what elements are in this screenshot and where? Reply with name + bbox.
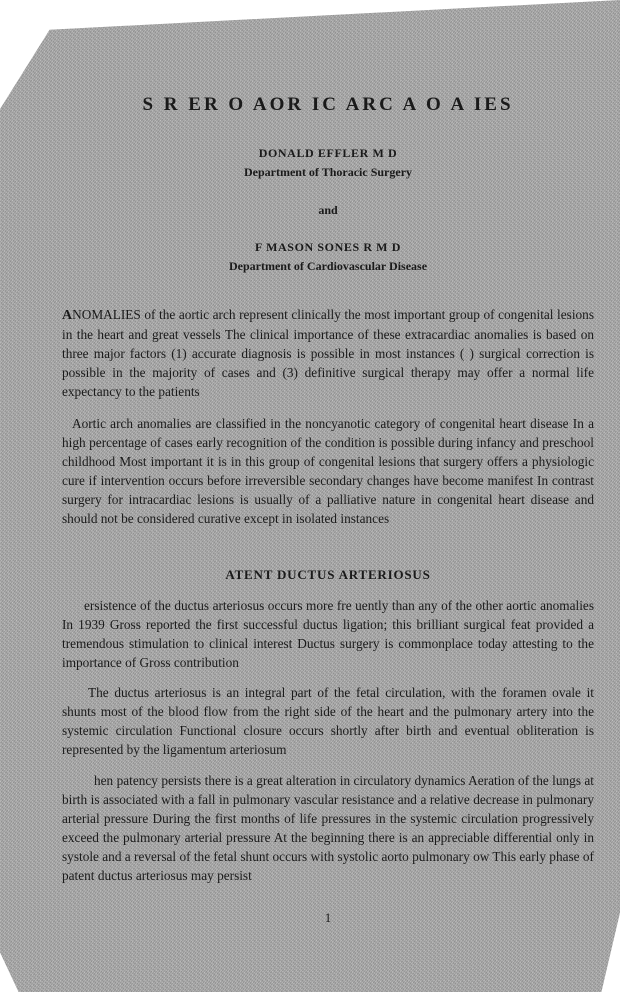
author-2-name: F MASON SONES R M D — [255, 240, 401, 254]
section-paragraph-3: hen patency persists there is a great alteration in circulatory dynamics Aeration of the lungs at birth is associated with a fall in pulmonary vascular resistance and a relative decrease in pulmonary arterial pressure During the first months of life pressures in the systemic circulation progressively exceed the pulmonary arterial pressure At the beginning there is an appreciable differential only in systole and a reversal of the fetal shunt occurs with systolic aorto pulmonary ow This early phase of patent ductus arteriosus may persist — [62, 773, 594, 884]
section-paragraph-2: The ductus arteriosus is an integral part of the fetal circulation, with the foramen ovale it shunts most of the blood flow from the right side of the heart and the pulmonary artery into the systemic circulation Functional closure occurs shortly after birth and eventual obliteration is represented by the ligamentum arteriosum — [62, 685, 594, 758]
author-1-department: Department of Thoracic Surgery — [243, 165, 413, 179]
section-heading: ATENT DUCTUS ARTERIOSUS — [225, 567, 431, 582]
author-conjunction: and — [318, 203, 338, 217]
author-2-department: Department of Cardiovascular Disease — [228, 259, 428, 273]
article-title: S R ER O AOR IC ARC A O A IES — [142, 94, 514, 115]
intro-paragraph-1-text: NOMALIES of the aortic arch represent clinically the most important group of congenital lesions in the heart and great vessels The clinical importance of these extracardiac anomalies is based on three major factors (1) accurate diagnosis is possible in most instances ( ) surgical correction is possible in the majority of cases and (3) definitive surgical therapy may offer a normal life expectancy to the patients — [62, 307, 594, 400]
drop-cap: A — [62, 308, 73, 323]
page-number: 1 — [324, 910, 332, 925]
intro-paragraph-1 — [62, 305, 594, 401]
section-paragraph-1: ersistence of the ductus arteriosus occurs more fre uently than any of the other aortic anomalies In 1939 Gross reported the first successful ductus ligation; this brilliant surgical feat provided a tremendous stimulation to clinical interest Ductus surgery is commonplace today attesting to the importance of Gross contribution — [62, 598, 594, 671]
author-1-name: DONALD EFFLER M D — [258, 146, 398, 160]
intro-paragraph-2-text: Aortic arch anomalies are classified in the noncyanotic category of congenital heart disease In a high percentage of cases early recognition of the condition is possible during infancy and preschool childhood Most important it is in this group of congenital lesions that surgery offers a physiologic cure if intervention occurs before irreversible secondary changes have become manifest In contrast surgery for intracardiac lesions is usually of a palliative nature in congenital heart disease and should not be considered curative except in isolated instances — [62, 416, 594, 527]
intro-paragraph-2 — [62, 414, 594, 529]
